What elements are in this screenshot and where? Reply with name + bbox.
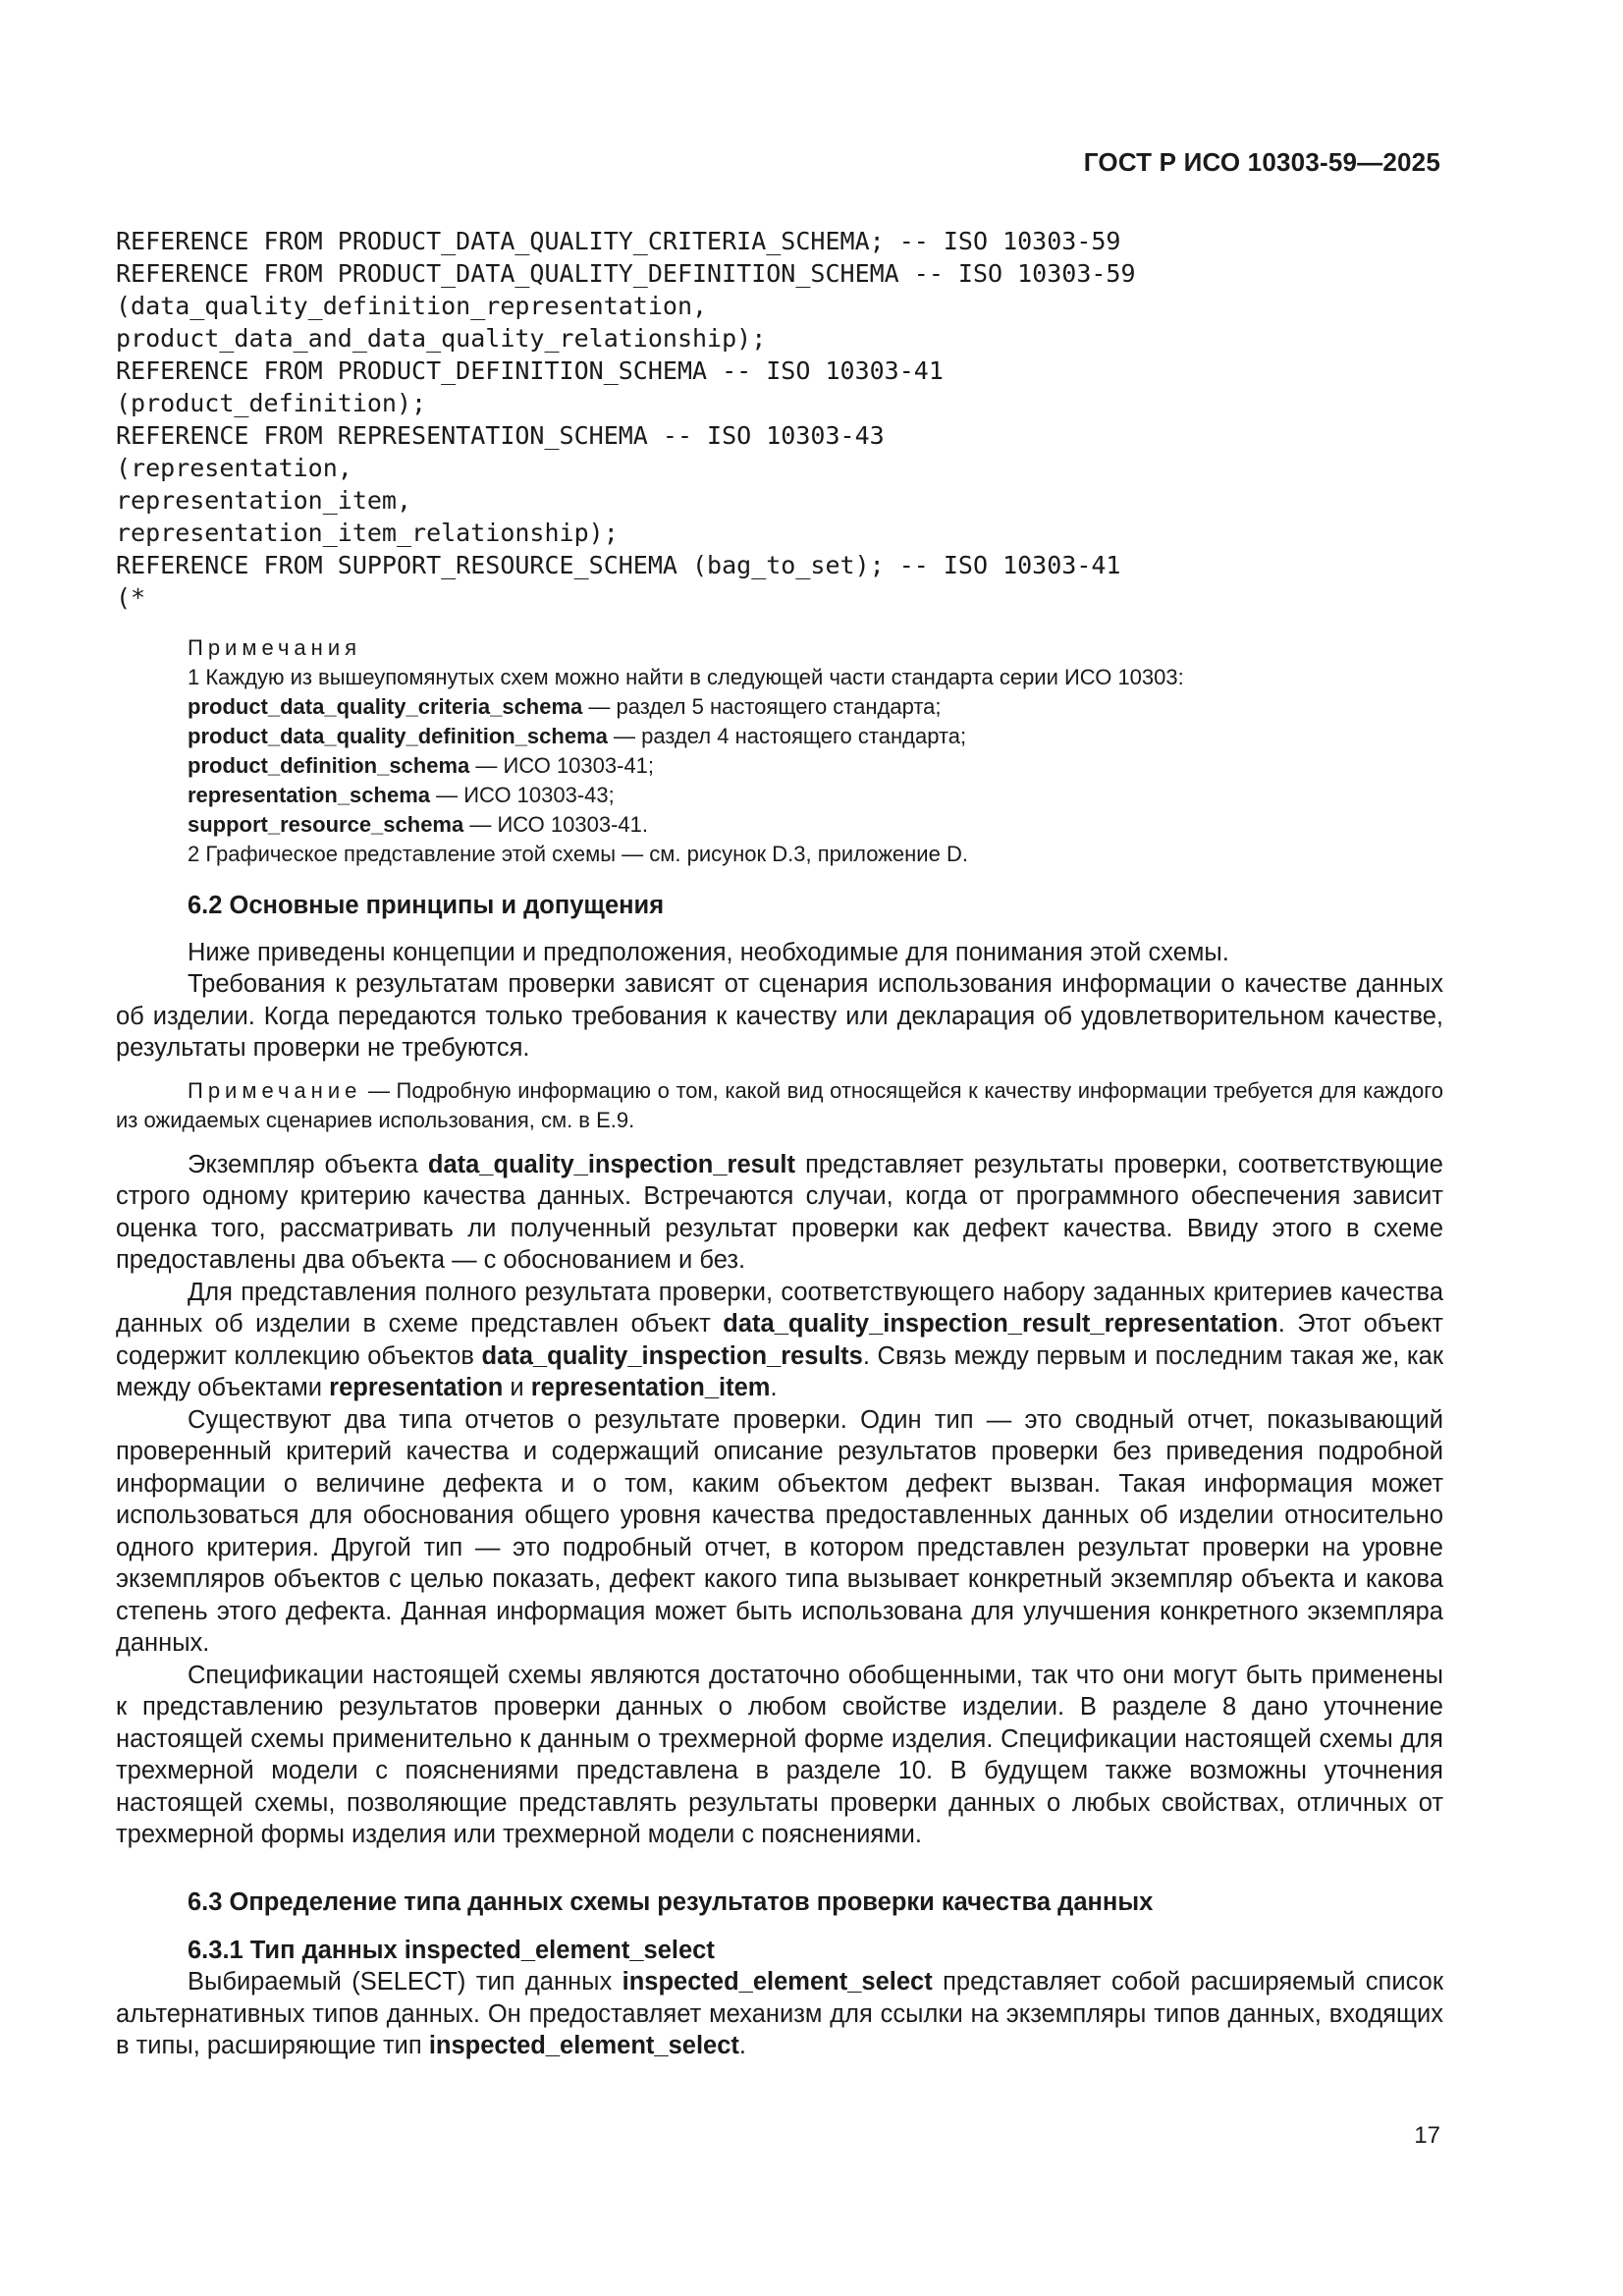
schema-name: product_data_quality_definition_schema [188, 724, 608, 748]
subsection-heading: 6.3.1 Тип данных inspected_element_select [188, 1936, 715, 1964]
paragraph [116, 1149, 1443, 1277]
text-run: . [738, 2032, 746, 2059]
schema-source: — раздел 5 настоящего стандарта; [582, 694, 942, 719]
express-code-block [116, 225, 1451, 614]
note-1: 1 Каждую из вышеупомянутых схем можно найти в следующей части стандарта серии ИСО 10303: [188, 665, 1184, 689]
schema-source: — раздел 4 настоящего стандарта; [607, 724, 967, 748]
notes-title: Примечания [188, 635, 362, 660]
schema-source: — ИСО 10303-43; [430, 783, 615, 807]
note-text: — Подробную информацию о том, какой вид относящейся к качеству информации требуется для каждого из ожидаемых сценариев использования, см. в Е.9. [116, 1077, 1443, 1132]
text-run: Для представления полного результата проверки, соответствующего набору заданных критериев качества данных об изделии в схеме представлен объект [116, 1278, 1443, 1338]
text-run: . Связь между первым и последним такая же, как между объектами [116, 1341, 1443, 1401]
code-line: product_data_and_data_quality_relationship); [116, 324, 767, 353]
schema-name: representation_schema [188, 783, 430, 807]
note-label: Примечание [188, 1077, 362, 1103]
schema-reference [188, 751, 1454, 781]
schema-reference [188, 810, 1454, 840]
entity-name: data_quality_inspection_result [427, 1150, 795, 1178]
code-line: REFERENCE FROM REPRESENTATION_SCHEMA -- ISO 10303-43 [116, 421, 885, 450]
text-run: представляет собой расширяемый список альтернативных типов данных. Он предоставляет механизм для ссылки на экземпляры типов данных, входящих в типы, расширяющие тип [116, 1968, 1443, 2059]
code-line: (product_definition); [116, 389, 427, 417]
schema-source: — ИСО 10303-41. [463, 812, 648, 837]
code-line: (* [116, 583, 146, 612]
text-run: Экземпляр объекта [188, 1150, 428, 1178]
paragraph: Существуют два типа отчетов о результате проверки. Один тип — это сводный отчет, показывающий проверенный критерий качества и содержащий описание результатов проверки без приведения подробной информации о величине дефекта и о том, каким объектом дефект вызван. Такая информация может использоваться для обоснования общего уровня качества предоставленных данных об изделии относительно одного критерия. Другой тип — это подробный отчет, в котором представлен результат проверки на уровне экземпляров объектов с целью показать, дефект какого типа вызывает конкретный экземпляр объекта и какова степень этого дефекта. Данная информация может быть использована для улучшения конкретного экземпляра данных. [116, 1405, 1443, 1657]
code-line: REFERENCE FROM PRODUCT_DEFINITION_SCHEMA -- ISO 10303-41 [116, 356, 944, 385]
section-heading: 6.2 Основные принципы и допущения [188, 892, 665, 919]
text-run: представляет результаты проверки, соответствующие строго одному критерию качества данных. Встречаются случаи, когда от программного обеспечения зависит оценка того, рассматривать ли полученный результат проверки как дефект качества. Ввиду этого в схеме предоставлены два объекта — с обоснованием и без. [116, 1150, 1443, 1274]
entity-name: inspected_element_select [622, 1968, 933, 1995]
paragraph: Спецификации настоящей схемы являются достаточно обобщенными, так что они могут быть применены к представлению результатов проверки данных о любом свойстве изделии. В разделе 8 дано уточнение настоящей схемы применительно к данным о трехмерной форме изделия. Спецификации настоящей схемы для трехмерной модели с пояснениями представлена в разделе 10. В будущем также возможны уточнения настоящей схемы, позволяющие представлять результаты проверки данных о любых свойствах, отличных от трехмерной формы изделия или трехмерной модели с пояснениями. [116, 1661, 1443, 1848]
entity-name: representation [329, 1374, 504, 1401]
note-2: 2 Графическое представление этой схемы — см. рисунок D.3, приложение D. [188, 842, 968, 866]
entity-name: representation_item [530, 1374, 771, 1401]
code-line: REFERENCE FROM SUPPORT_RESOURCE_SCHEMA (bag_to_set); -- ISO 10303-41 [116, 551, 1121, 579]
schema-reference [188, 692, 1454, 722]
code-line: REFERENCE FROM PRODUCT_DATA_QUALITY_CRITERIA_SCHEMA; -- ISO 10303-59 [116, 227, 1121, 255]
code-line: representation_item_relationship); [116, 519, 619, 547]
schema-reference [188, 722, 1454, 751]
section-heading: 6.3 Определение типа данных схемы результатов проверки качества данных [188, 1888, 1154, 1916]
schema-reference [188, 781, 1454, 810]
page-number: 17 [1414, 2122, 1440, 2149]
entity-name: data_quality_inspection_results [481, 1341, 863, 1370]
entity-name: inspected_element_select [428, 2032, 739, 2059]
section-6-3 [116, 1886, 1443, 2062]
text-run: и [503, 1374, 531, 1401]
schema-name: support_resource_schema [188, 812, 464, 837]
notes-block [188, 633, 1454, 869]
schema-name: product_definition_schema [188, 753, 470, 778]
text-run: Выбираемый (SELECT) тип данных [188, 1968, 622, 1995]
paragraph: Требования к результатам проверки зависят от сценария использования информации о качестве данных об изделии. Когда передаются только требования к качеству или декларация об удовлетворительном качестве, результаты проверки не требуются. [116, 970, 1443, 1062]
text-run: . Этот объект содержит коллекцию объектов [116, 1310, 1443, 1370]
note-paragraph [116, 1076, 1443, 1135]
schema-source: — ИСО 10303-41; [469, 753, 655, 778]
code-line: (data_quality_definition_representation, [116, 292, 708, 320]
entity-name: data_quality_inspection_result_representation [723, 1310, 1278, 1338]
section-6-2 [116, 890, 1443, 1851]
paragraph [116, 1277, 1443, 1404]
code-line: (representation, [116, 454, 352, 482]
code-line: REFERENCE FROM PRODUCT_DATA_QUALITY_DEFINITION_SCHEMA -- ISO 10303-59 [116, 259, 1136, 288]
text-run: . [770, 1374, 778, 1401]
code-line: representation_item, [116, 486, 412, 515]
paragraph: Ниже приведены концепции и предположения, необходимые для понимания этой схемы. [188, 938, 1229, 966]
paragraph [116, 1966, 1443, 2062]
schema-name: product_data_quality_criteria_schema [188, 694, 583, 719]
document-header: ГОСТ Р ИСО 10303-59—2025 [1083, 147, 1440, 177]
